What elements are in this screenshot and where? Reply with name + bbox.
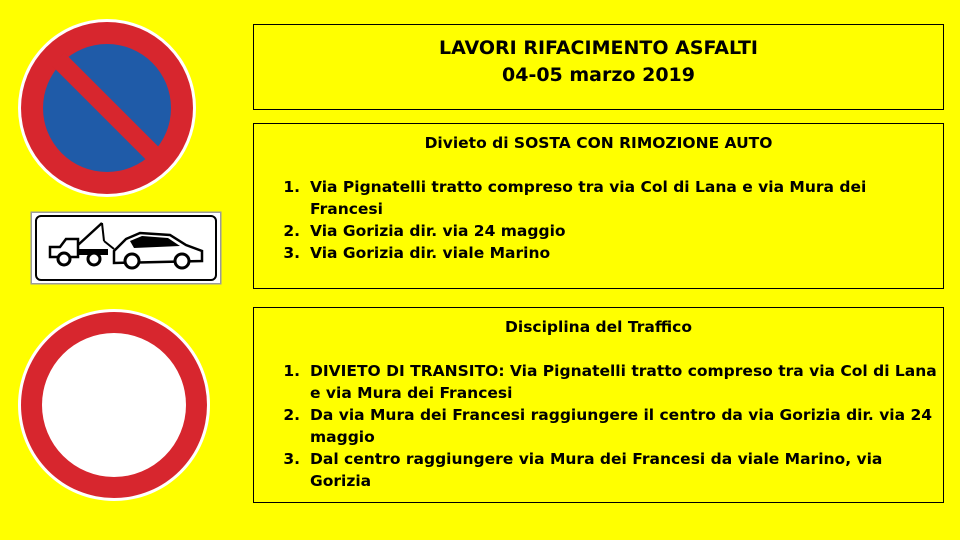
list-text: Dal centro raggiungere via Mura dei Francesi da viale Marino, via Gorizia [310,450,883,490]
no-transit-sign-icon [16,306,212,504]
title-box [253,24,944,110]
list-item [254,242,943,264]
traffico-box [253,307,944,503]
list-text: DIVIETO DI TRANSITO: Via Pignatelli tratto compreso tra via Col di Lana e via Mura dei Francesi [310,362,937,402]
list-item [254,404,943,448]
list-number: 2. [283,406,300,424]
sosta-heading: Divieto di SOSTA CON RIMOZIONE AUTO [424,134,773,152]
list-item [254,360,943,404]
list-text: Via Gorizia dir. via 24 maggio [310,222,566,240]
title-line-2: 04-05 marzo 2019 [502,64,695,86]
list-item [254,448,943,492]
list-item [254,176,943,220]
traffico-heading: Disciplina del Traffico [505,318,692,336]
tow-away-panel-icon [30,211,222,285]
title-line-1: LAVORI RIFACIMENTO ASFALTI [439,37,758,59]
sosta-box [253,123,944,289]
list-text: Da via Mura dei Francesi raggiungere il centro da via Gorizia dir. via 24 maggio [310,406,933,446]
list-text: Via Gorizia dir. viale Marino [310,244,551,262]
list-number: 3. [283,450,300,468]
list-number: 1. [283,362,300,380]
list-number: 3. [283,244,300,262]
list-number: 1. [283,178,300,196]
list-item [254,220,943,242]
no-parking-sign-icon [16,16,198,200]
traffico-list [254,360,943,492]
list-text: Via Pignatelli tratto compreso tra via Col di Lana e via Mura dei Francesi [310,178,867,218]
list-number: 2. [283,222,300,240]
sosta-list [254,176,943,264]
